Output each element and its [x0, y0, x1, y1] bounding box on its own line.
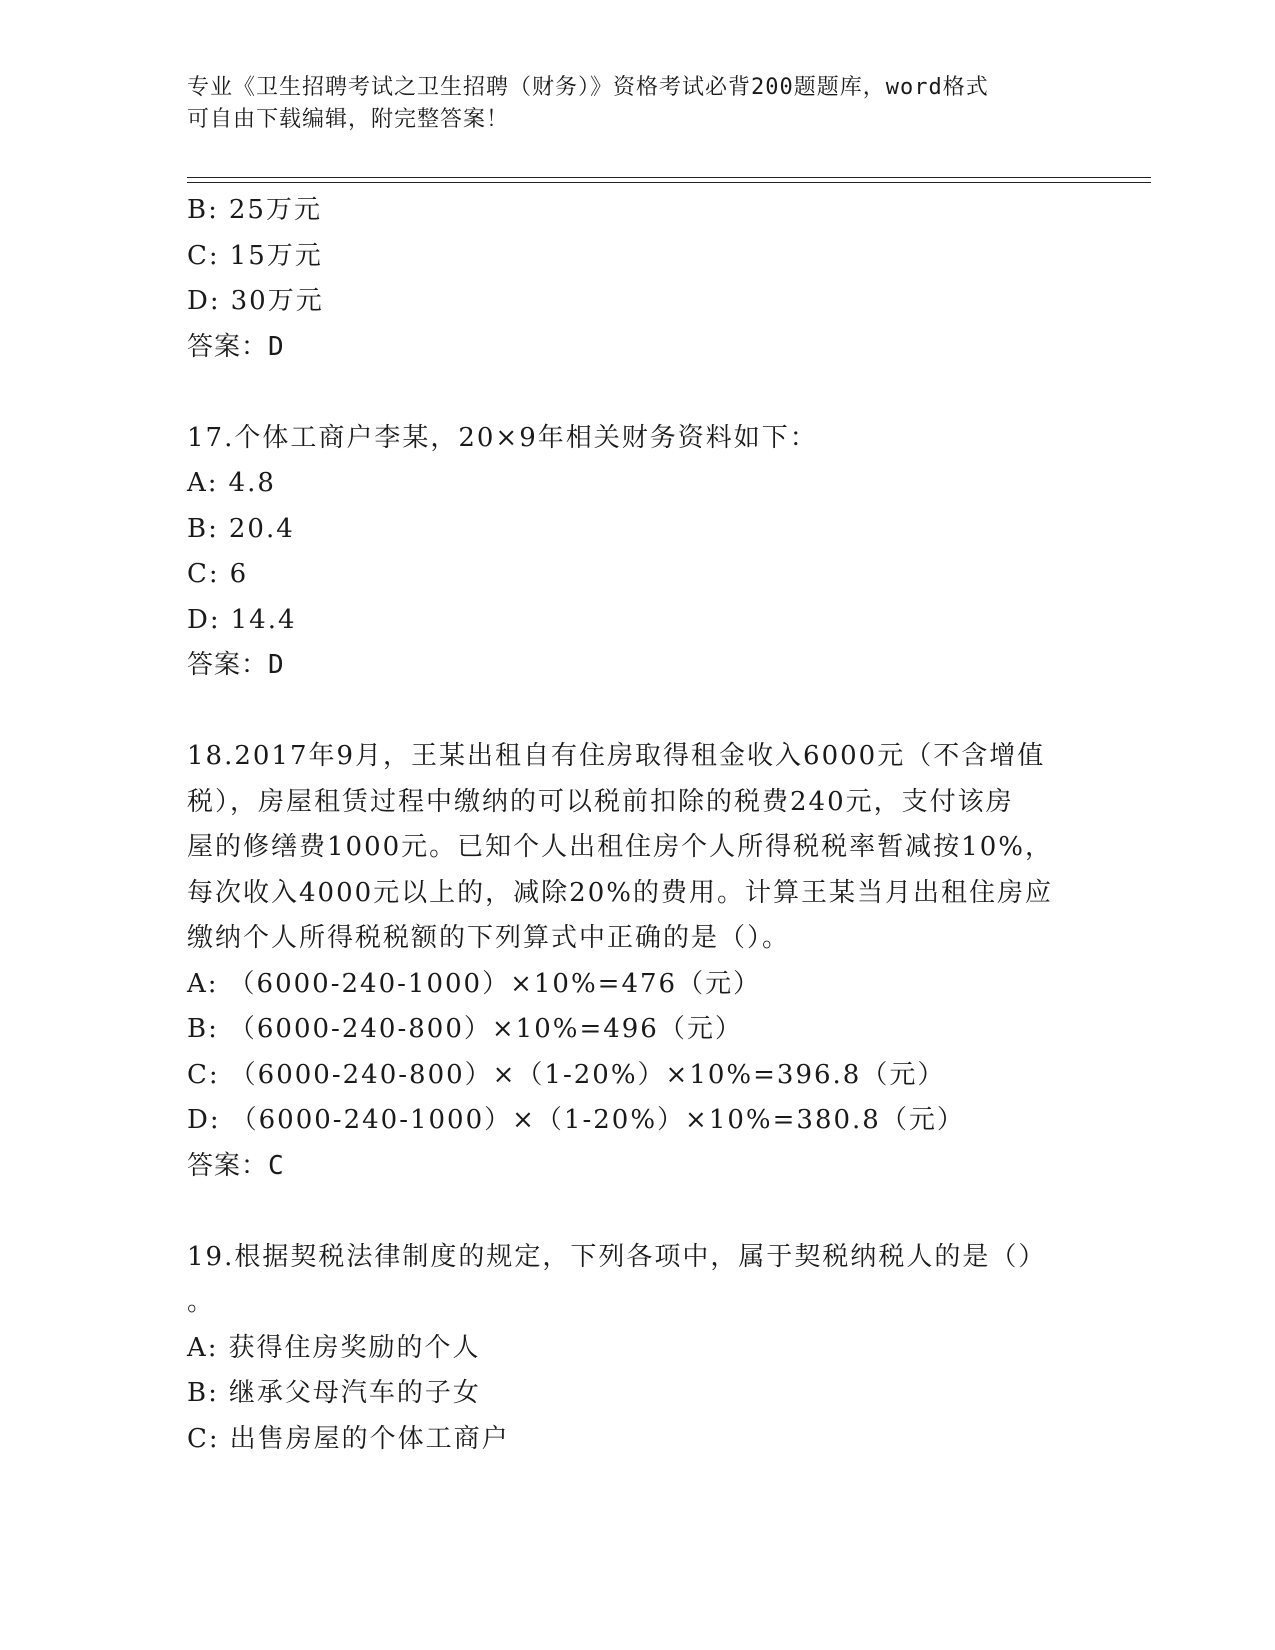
spacer: [187, 370, 1067, 416]
option-b: B: （6000-240-800）×10%=496（元）: [187, 1014, 743, 1044]
question-stem-line: 18.2017年9月，王某出租自有住房取得租金收入6000元（不含增值: [187, 741, 1046, 771]
option-c: C: 6: [187, 559, 249, 589]
question-17: [187, 416, 1067, 689]
spacer: [187, 1189, 1067, 1235]
option-a: A: 4.8: [187, 468, 276, 498]
option-a: A: （6000-240-1000）×10%=476（元）: [187, 968, 762, 999]
question-stem-line: 每次收入4000元以上的，减除20%的费用。计算王某当月出租住房应: [187, 877, 1053, 908]
option-c: C: 出售房屋的个体工商户: [187, 1423, 510, 1454]
header-divider-bottom: [187, 182, 1151, 183]
answer: 答案：D: [187, 650, 285, 680]
option-b: B: 25万元: [187, 195, 322, 225]
option-a: A: 获得住房奖励的个人: [187, 1332, 481, 1363]
document-body: [187, 188, 1067, 1462]
option-b: B: 继承父母汽车的子女: [187, 1378, 481, 1408]
question-stem-line: 19.根据契税法律制度的规定，下列各项中，属于契税纳税人的是（）: [187, 1241, 1047, 1272]
header-title-line-2: 可自由下载编辑，附完整答案！: [187, 107, 510, 132]
option-c: C: （6000-240-800）×（1-20%）×10%=396.8（元）: [187, 1059, 946, 1090]
option-b: B: 20.4: [187, 513, 295, 544]
question-stem-line: 税），房屋租赁过程中缴纳的可以税前扣除的税费240元，支付该房: [187, 786, 1014, 817]
question-stem-line: 。: [187, 1287, 216, 1317]
header-divider-top: [187, 177, 1151, 178]
answer: 答案：D: [187, 331, 285, 362]
question-16: [187, 188, 1067, 370]
option-d: D: 14.4: [187, 604, 297, 635]
option-d: D: 30万元: [187, 286, 324, 316]
document-header: [187, 72, 1067, 136]
question-stem-line: 屋的修缮费1000元。已知个人出租住房个人所得税税率暂减按10%，: [187, 832, 1053, 862]
option-c: C: 15万元: [187, 240, 323, 271]
option-d: D: （6000-240-1000）×（1-20%）×10%=380.8（元）: [187, 1105, 965, 1135]
question-18: [187, 734, 1067, 1189]
spacer: [187, 689, 1067, 735]
answer: 答案：C: [187, 1150, 285, 1181]
question-stem-line: 缴纳个人所得税税额的下列算式中正确的是（）。: [187, 923, 791, 953]
question-19: [187, 1235, 1067, 1463]
header-title-line-1: 专业《卫生招聘考试之卫生招聘（财务）》资格考试必背200题题库，word格式: [187, 75, 989, 100]
question-stem: 17.个体工商户李某，20×9年相关财务资料如下：: [187, 422, 818, 453]
